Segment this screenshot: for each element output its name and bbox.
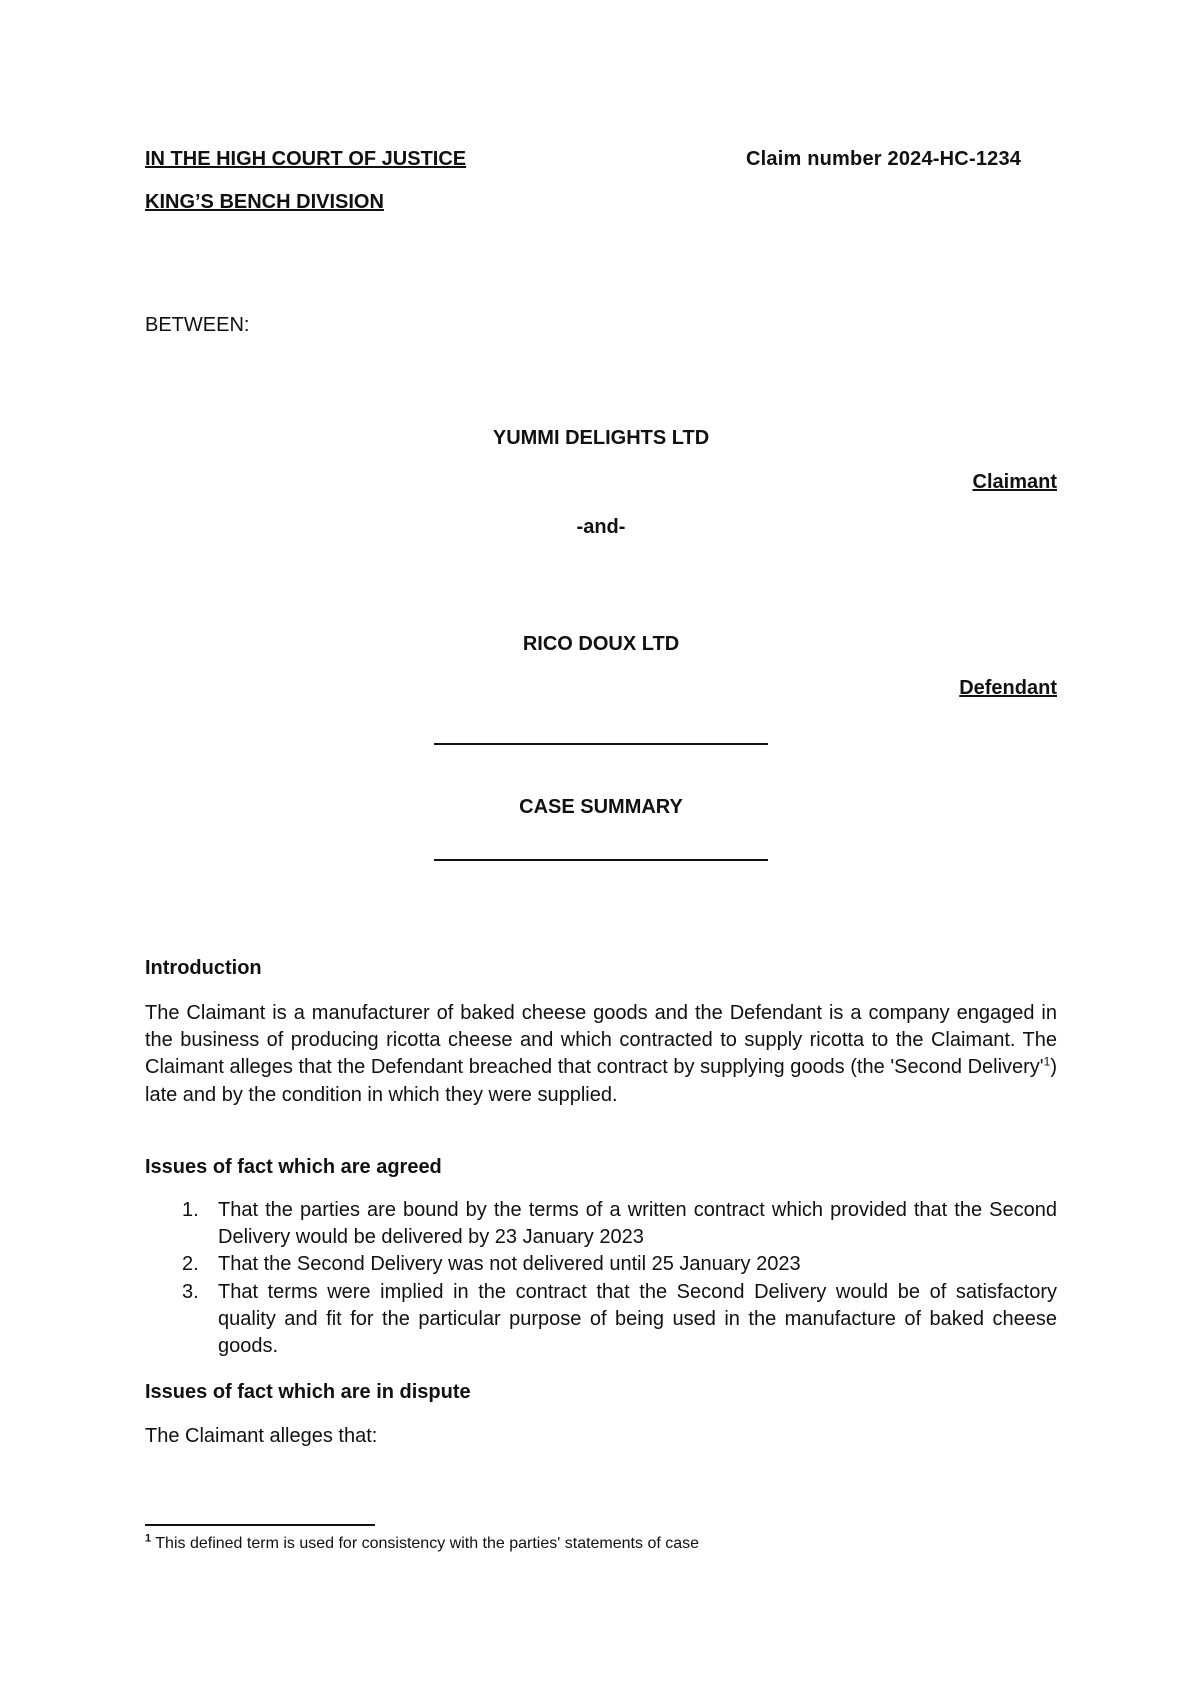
agreed-facts-heading: Issues of fact which are agreed	[145, 1156, 442, 1178]
footnote	[145, 1533, 699, 1555]
list-item-text: That the Second Delivery was not delivered until 25 January 2023	[218, 1253, 801, 1276]
agreed-facts-list	[145, 1197, 1057, 1360]
defendant-name: RICO DOUX LTD	[522, 633, 680, 655]
footnote-marker: 1	[145, 1532, 152, 1545]
introduction-text-part-2: ) late and by the condition in which they were supplied.	[145, 1056, 1057, 1106]
footnote-reference[interactable]: 1	[1043, 1054, 1051, 1069]
court-name: IN THE HIGH COURT OF JUSTICE	[145, 148, 467, 170]
introduction-paragraph	[145, 1000, 1057, 1109]
disputed-facts-intro: The Claimant alleges that:	[145, 1425, 378, 1447]
and-label: -and-	[576, 516, 626, 538]
introduction-text-part-1: The Claimant is a manufacturer of baked cheese goods and the Defendant is a company engaged in the business of producing ricotta cheese and which contracted to supply ricotta to the Claimant. The Claimant alleges that the Defendant breached that contract by supplying goods (the 'Second Delivery'	[145, 1002, 1057, 1079]
claim-number: Claim number 2024-HC-1234	[746, 148, 1022, 170]
list-item	[145, 1197, 1057, 1251]
title-rule-bottom	[434, 859, 768, 861]
between-label: BETWEEN:	[145, 314, 250, 336]
footnote-separator	[145, 1524, 375, 1526]
list-item-number: 1.	[182, 1199, 199, 1221]
court-division: KING’S BENCH DIVISION	[145, 191, 384, 213]
introduction-heading: Introduction	[145, 957, 262, 979]
list-item-number: 3.	[182, 1280, 199, 1303]
list-item-text: That terms were implied in the contract that the Second Delivery would be of satisfactory quality and fit for the particular purpose of being used in the manufacture of baked cheese goods.	[218, 1280, 1057, 1358]
disputed-facts-heading: Issues of fact which are in dispute	[145, 1381, 471, 1403]
claimant-role: Claimant	[972, 471, 1057, 493]
list-item	[145, 1279, 1057, 1361]
list-item-number: 2.	[182, 1253, 199, 1276]
defendant-role: Defendant	[959, 677, 1057, 699]
list-item	[145, 1251, 1057, 1278]
list-item-text: That the parties are bound by the terms of a written contract which provided that the Second Delivery would be delivered by 23 January 2023	[218, 1199, 1057, 1249]
document-title: CASE SUMMARY	[519, 796, 683, 818]
claimant-name: YUMMI DELIGHTS LTD	[492, 427, 710, 449]
footnote-text: This defined term is used for consistency with the parties' statements of case	[155, 1535, 700, 1552]
title-rule-top	[434, 743, 768, 745]
